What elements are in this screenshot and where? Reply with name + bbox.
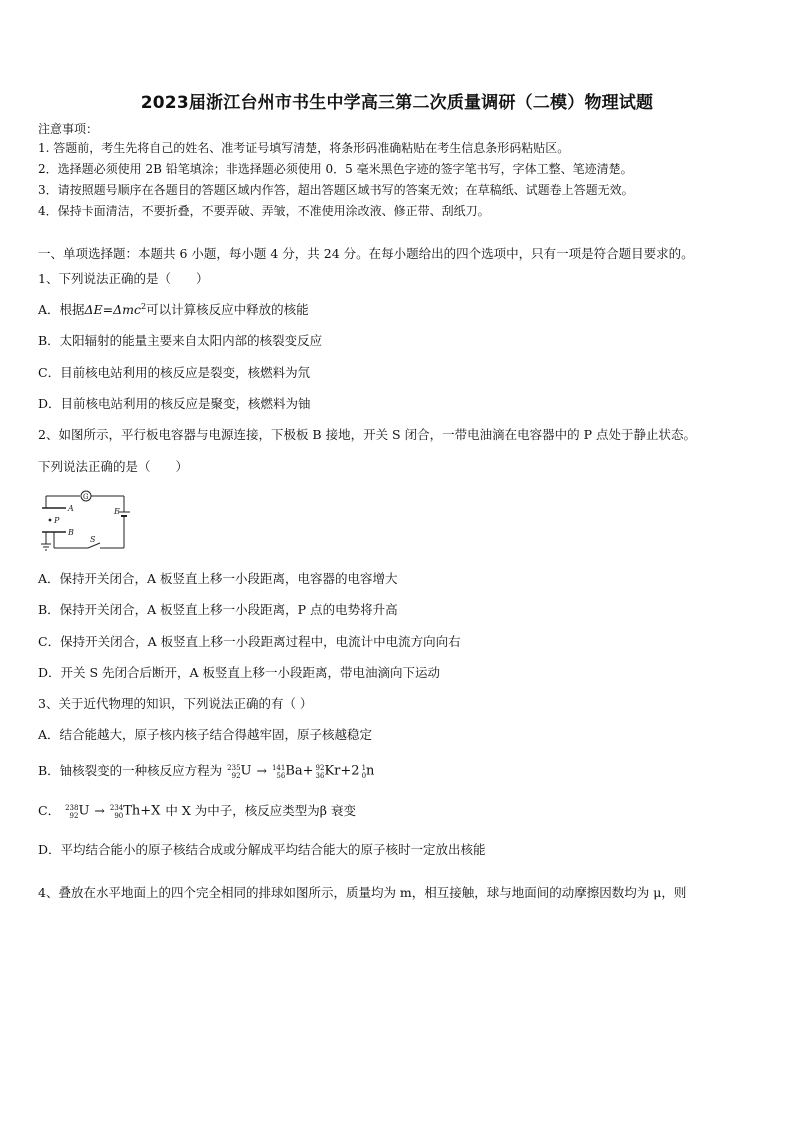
nuclide-u235 xyxy=(227,762,251,781)
notice-item-4: 4．保持卡面清洁，不要折叠，不要弄破、弄皱，不准使用涂改液、修正带、刮纸刀。 xyxy=(38,204,490,218)
q2-option-a: A．保持开关闭合，A 板竖直上移一小段距离，电容器的电容增大 xyxy=(38,571,398,586)
nuclide-th234 xyxy=(110,802,161,821)
reaction-arrow: → xyxy=(256,763,267,778)
fig-label-p: P xyxy=(54,516,60,525)
page-title: 2023届浙江台州市书生中学高三第二次质量调研（二模）物理试题 xyxy=(140,93,654,113)
q3-option-a: A．结合能越大，原子核内核子结合得越牢固，原子核越稳定 xyxy=(38,727,373,742)
nuclide-charge: 92 xyxy=(69,811,79,820)
oil-drop-point xyxy=(49,519,52,522)
nuclide-symbol: n xyxy=(366,763,375,779)
section-heading: 一、单项选择题：本题共 6 小题，每小题 4 分，共 24 分。在每小题给出的四个选项中，只有一项是符合题目要求的。 xyxy=(38,246,694,261)
q2-option-d: D．开关 S 先闭合后断开，A 板竖直上移一小段距离，带电油滴向下运动 xyxy=(38,665,441,680)
nuclide-mass: 238 xyxy=(65,803,79,812)
q1-option-a xyxy=(38,301,778,319)
nuclide-symbol: Kr+2 xyxy=(324,763,360,779)
fig-label-g: G xyxy=(83,493,89,501)
q3-c-rest: 中 X 为中子，核反应类型为β 衰变 xyxy=(161,803,356,818)
nuclide-charge: 0 xyxy=(361,771,367,780)
nuclide-symbol: U xyxy=(240,763,252,779)
fig-label-s: S xyxy=(90,535,96,544)
q2-stem-2: 下列说法正确的是（ ） xyxy=(38,459,189,474)
q1-option-c: C．目前核电站利用的核反应是裂变，核燃料为氘 xyxy=(38,365,311,380)
nuclide-kr92 xyxy=(316,762,360,781)
notice-item-1: 1. 答题前，考生先将自己的姓名、准考证号填写清楚，将条形码准确粘贴在考生信息条形码粘贴区。 xyxy=(38,141,570,155)
nuclide-mass: 234 xyxy=(109,803,124,812)
nuclide-charge: 92 xyxy=(231,771,241,780)
notice-heading: 注意事项： xyxy=(38,122,99,136)
q1-a-formula: ΔE=Δmc xyxy=(84,302,142,317)
nuclide-mass: 1 xyxy=(361,763,367,772)
q3-option-c xyxy=(38,802,778,821)
nuclide-neutron xyxy=(362,762,375,781)
q3-option-d: D．平均结合能小的原子核结合成或分解成平均结合能大的原子核时一定放出核能 xyxy=(38,842,486,857)
nuclide-charge: 36 xyxy=(315,771,325,780)
q1-a-sup: 2 xyxy=(141,301,147,311)
reaction-arrow: → xyxy=(94,803,105,818)
q2-option-b: B．保持开关闭合，A 板竖直上移一小段距离，P 点的电势将升高 xyxy=(38,602,398,617)
q1-stem: 1、下列说法正确的是（ ） xyxy=(38,271,209,286)
nuclide-mass: 92 xyxy=(315,763,325,772)
fig-label-a: A xyxy=(68,504,74,513)
q1-option-d: D．目前核电站利用的核反应是聚变，核燃料为铀 xyxy=(38,396,311,411)
nuclide-ba141 xyxy=(272,762,314,781)
capacitor-circuit-figure xyxy=(38,488,134,554)
nuclide-charge: 56 xyxy=(276,771,286,780)
nuclide-symbol: Ba+ xyxy=(285,763,314,779)
q3-option-b xyxy=(38,762,778,781)
notice-item-3: 3．请按照题号顺序在各题目的答题区域内作答，超出答题区域书写的答案无效；在草稿纸、试题卷上答题无效。 xyxy=(38,183,634,197)
nuclide-symbol: U xyxy=(78,803,90,819)
fig-label-b: B xyxy=(68,528,74,537)
q4-stem: 4、叠放在水平地面上的四个完全相同的排球如图所示，质量均为 m，相互接触，球与地面间的动摩擦因数均为 μ，则 xyxy=(38,885,687,900)
fig-label-e: E xyxy=(114,507,120,516)
q3-stem: 3、关于近代物理的知识，下列说法正确的有（ ） xyxy=(38,696,313,711)
q1-a-rest: 可以计算核反应中释放的核能 xyxy=(146,302,309,317)
nuclide-u238 xyxy=(65,802,89,821)
q2-stem-1: 2、如图所示，平行板电容器与电源连接，下极板 B 接地，开关 S 闭合，一带电油滴在电容器中的 P 点处于静止状态。 xyxy=(38,427,696,442)
notice-item-2: 2．选择题必须使用 2B 铅笔填涂；非选择题必须使用 0．5 毫米黑色字迹的签字笔书写，字体工整、笔迹清楚。 xyxy=(38,162,633,176)
nuclide-charge: 90 xyxy=(114,811,124,820)
nuclide-mass: 141 xyxy=(271,763,286,772)
q1-a-prefix: A．根据 xyxy=(38,302,85,317)
q3-c-prefix: C． xyxy=(38,803,61,818)
q2-option-c: C．保持开关闭合，A 板竖直上移一小段距离过程中，电流计中电流方向向右 xyxy=(38,634,461,649)
q1-option-b: B．太阳辐射的能量主要来自太阳内部的核裂变反应 xyxy=(38,333,323,348)
nuclide-mass: 235 xyxy=(227,763,241,772)
q3-b-prefix: B．铀核裂变的一种核反应方程为 xyxy=(38,763,223,778)
nuclide-symbol: Th+X xyxy=(123,803,161,819)
